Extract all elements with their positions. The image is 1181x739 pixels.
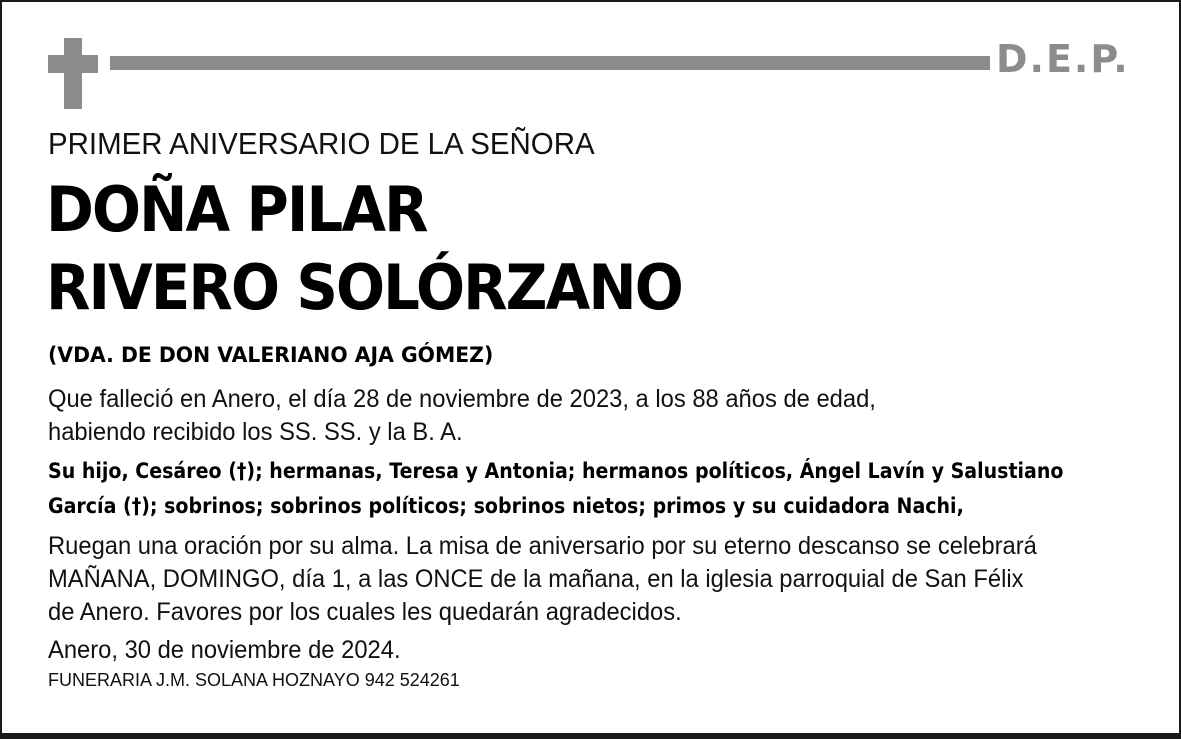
family-line: García (†); sobrinos; sobrinos políticos; sobrinos nietos; primos y su cuidadora Nachi,: [48, 494, 964, 518]
dep-label: D.E.P.: [996, 37, 1130, 81]
place-date: Anero, 30 de noviembre de 2024.: [48, 636, 401, 664]
family-line: Su hijo, Cesáreo (†); hermanas, Teresa y Antonia; hermanos políticos, Ángel Lavín y Salustiano: [48, 459, 1064, 483]
cross-icon-arm: [48, 55, 98, 73]
death-paragraph: [48, 383, 876, 449]
cross-icon: [64, 38, 82, 109]
mass-line: Ruegan una oración por su alma. La misa de aniversario por su eterno descanso se celebrará: [48, 532, 1037, 560]
deceased-name-line2: RIVERO SOLÓRZANO: [46, 251, 682, 324]
death-line: habiendo recibido los SS. SS. y la B. A.: [48, 418, 463, 446]
header-rule: [110, 56, 990, 70]
funeral-home: FUNERARIA J.M. SOLANA HOZNAYO 942 524261: [48, 670, 460, 690]
mass-paragraph: [48, 530, 1037, 629]
family-paragraph: [48, 454, 1063, 524]
notice-subtitle: PRIMER ANIVERSARIO DE LA SEÑORA: [48, 126, 595, 161]
death-line: Que falleció en Anero, el día 28 de noviembre de 2023, a los 88 años de edad,: [48, 385, 876, 413]
mass-line: de Anero. Favores por los cuales les quedarán agradecidos.: [48, 598, 682, 626]
mass-line: MAÑANA, DOMINGO, día 1, a las ONCE de la mañana, en la iglesia parroquial de San Félix: [48, 565, 1024, 593]
deceased-name-line1: DOÑA PILAR: [46, 173, 427, 246]
widow-of-line: (VDA. DE DON VALERIANO AJA GÓMEZ): [48, 343, 494, 367]
